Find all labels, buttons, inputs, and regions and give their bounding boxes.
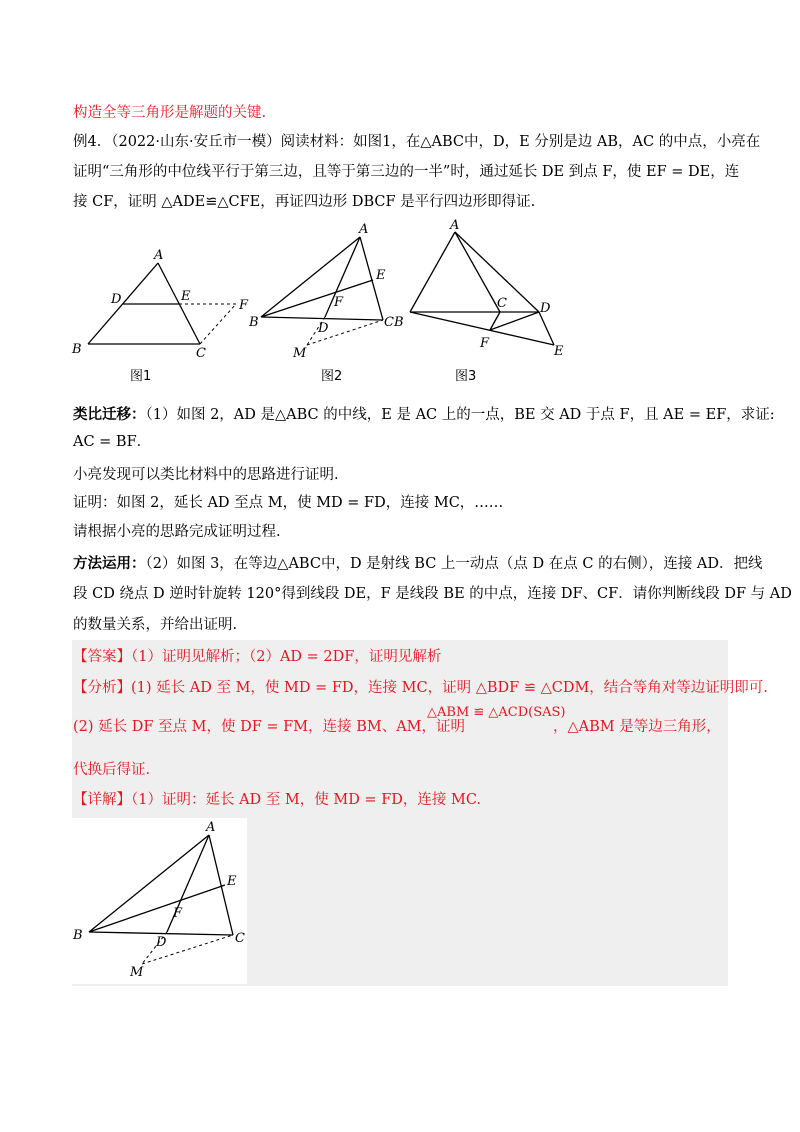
example-line-3: 接 CF，证明 △ADE≌△CFE，再证四边形 DBCF 是平行四边形即得证. (73, 194, 536, 210)
detail-line (73, 790, 481, 810)
fig3-caption: 图3 (455, 369, 477, 384)
analysis-text-2b: △ABM ≌ △ACD(SAS) (427, 705, 566, 720)
detail-label-f: F (173, 906, 183, 921)
fig1-label-a: A (154, 248, 164, 263)
detail-label-m: M (130, 965, 144, 980)
fig3-label-f: F (480, 336, 490, 351)
analysis-text-2c: ，△ABM 是等边三角形， (553, 719, 721, 735)
detail-text: （1）证明：延长 AD 至 M，使 MD = FD，连接 MC. (131, 792, 482, 808)
detail-label-e: E (227, 874, 237, 889)
fig2-label-f: F (334, 295, 344, 310)
analysis-text-2a: (2) 延长 DF 至点 M，使 DF = FM，连接 BM、AM，证明 (73, 719, 466, 735)
fig3-label-a: A (450, 218, 460, 233)
analysis-tag: 【分析】 (73, 680, 131, 696)
analysis-line-3: 代换后得证. (73, 762, 151, 778)
fig1-label-c: C (196, 346, 206, 361)
fig3-label-e: E (554, 344, 564, 359)
figure-2 (245, 220, 415, 390)
analogy-heading: 类比迁移： (73, 406, 146, 423)
fig2-caption: 图2 (321, 369, 343, 384)
analogy-line-2: AC = BF． (73, 434, 152, 450)
answer-text: （1）证明见解析；（2）AD = 2DF，证明见解析 (131, 649, 442, 665)
analysis-line-2 (73, 717, 465, 737)
method-text-1: （2）如图 3，在等边△ABC中，D 是射线 BC 上一动点（点 D 在点 C 的右侧），连接 AD．把线 (145, 556, 763, 572)
fig2-label-d: D (318, 321, 329, 336)
detail-label-a: A (206, 820, 216, 835)
fig1-label-f: F (239, 298, 249, 313)
analogy-line-4: 证明：如图 2，延长 AD 至点 M，使 MD = FD，连接 MC，…… (73, 495, 504, 511)
method-line-3: 的数量关系，并给出证明. (73, 617, 238, 633)
fig1-label-d: D (111, 292, 122, 307)
analysis-text-1: (1) 延长 AD 至 M，使 MD = FD，连接 MC，证明 △BDF ≌ △CDM，结合等角对等边证明即可. (131, 680, 768, 696)
answer-tag: 【答案】 (73, 649, 131, 665)
example-line-2: 证明“三角形的中位线平行于第三边，且等于第三边的一半”时，通过延长 DE 到点 F，使 EF = DE，连 (73, 164, 740, 180)
figure-3 (400, 215, 580, 385)
fig1-label-e: E (181, 289, 191, 304)
answer-line (73, 647, 441, 667)
detail-label-d: D (156, 935, 167, 950)
fig2-label-cb: CB (384, 315, 404, 330)
detail-label-c: C (235, 931, 245, 946)
analogy-line-3: 小亮发现可以类比材料中的思路进行证明. (73, 467, 339, 483)
method-heading: 方法运用： (73, 555, 146, 572)
analogy-line-1 (73, 405, 775, 425)
detail-figure (72, 818, 247, 984)
fig2-label-a: A (359, 222, 369, 237)
intro-note: 构造全等三角形是解题的关键. (73, 105, 267, 121)
fig2-label-b: B (249, 315, 259, 330)
fig2-label-m: M (293, 346, 307, 361)
figure-1 (70, 245, 270, 395)
fig3-label-c: C (497, 296, 507, 311)
fig2-label-e: E (376, 268, 386, 283)
analogy-text-1: （1）如图 2，AD 是△ABC 的中线，E 是 AC 上的一点，BE 交 AD 于点 F，且 AE = EF，求证: (145, 407, 775, 423)
fig1-caption: 图1 (130, 369, 152, 384)
detail-tag: 【详解】 (73, 792, 131, 808)
detail-label-b: B (73, 928, 83, 943)
method-line-2: 段 CD 绕点 D 逆时针旋转 120°得到线段 DE，F 是线段 BE 的中点，连接 DF、CF．请你判断线段 DF 与 AD (73, 586, 792, 602)
example-line-1: 例4．（2022·山东·安丘市一模）阅读材料：如图1，在△ABC中，D，E 分别是边 AB，AC 的中点，小亮在 (73, 134, 761, 150)
analogy-line-5: 请根据小亮的思路完成证明过程. (73, 524, 281, 540)
fig3-label-d: D (540, 301, 551, 316)
method-line-1 (73, 554, 763, 574)
analysis-line-1 (73, 678, 768, 698)
fig1-label-b: B (72, 342, 82, 357)
